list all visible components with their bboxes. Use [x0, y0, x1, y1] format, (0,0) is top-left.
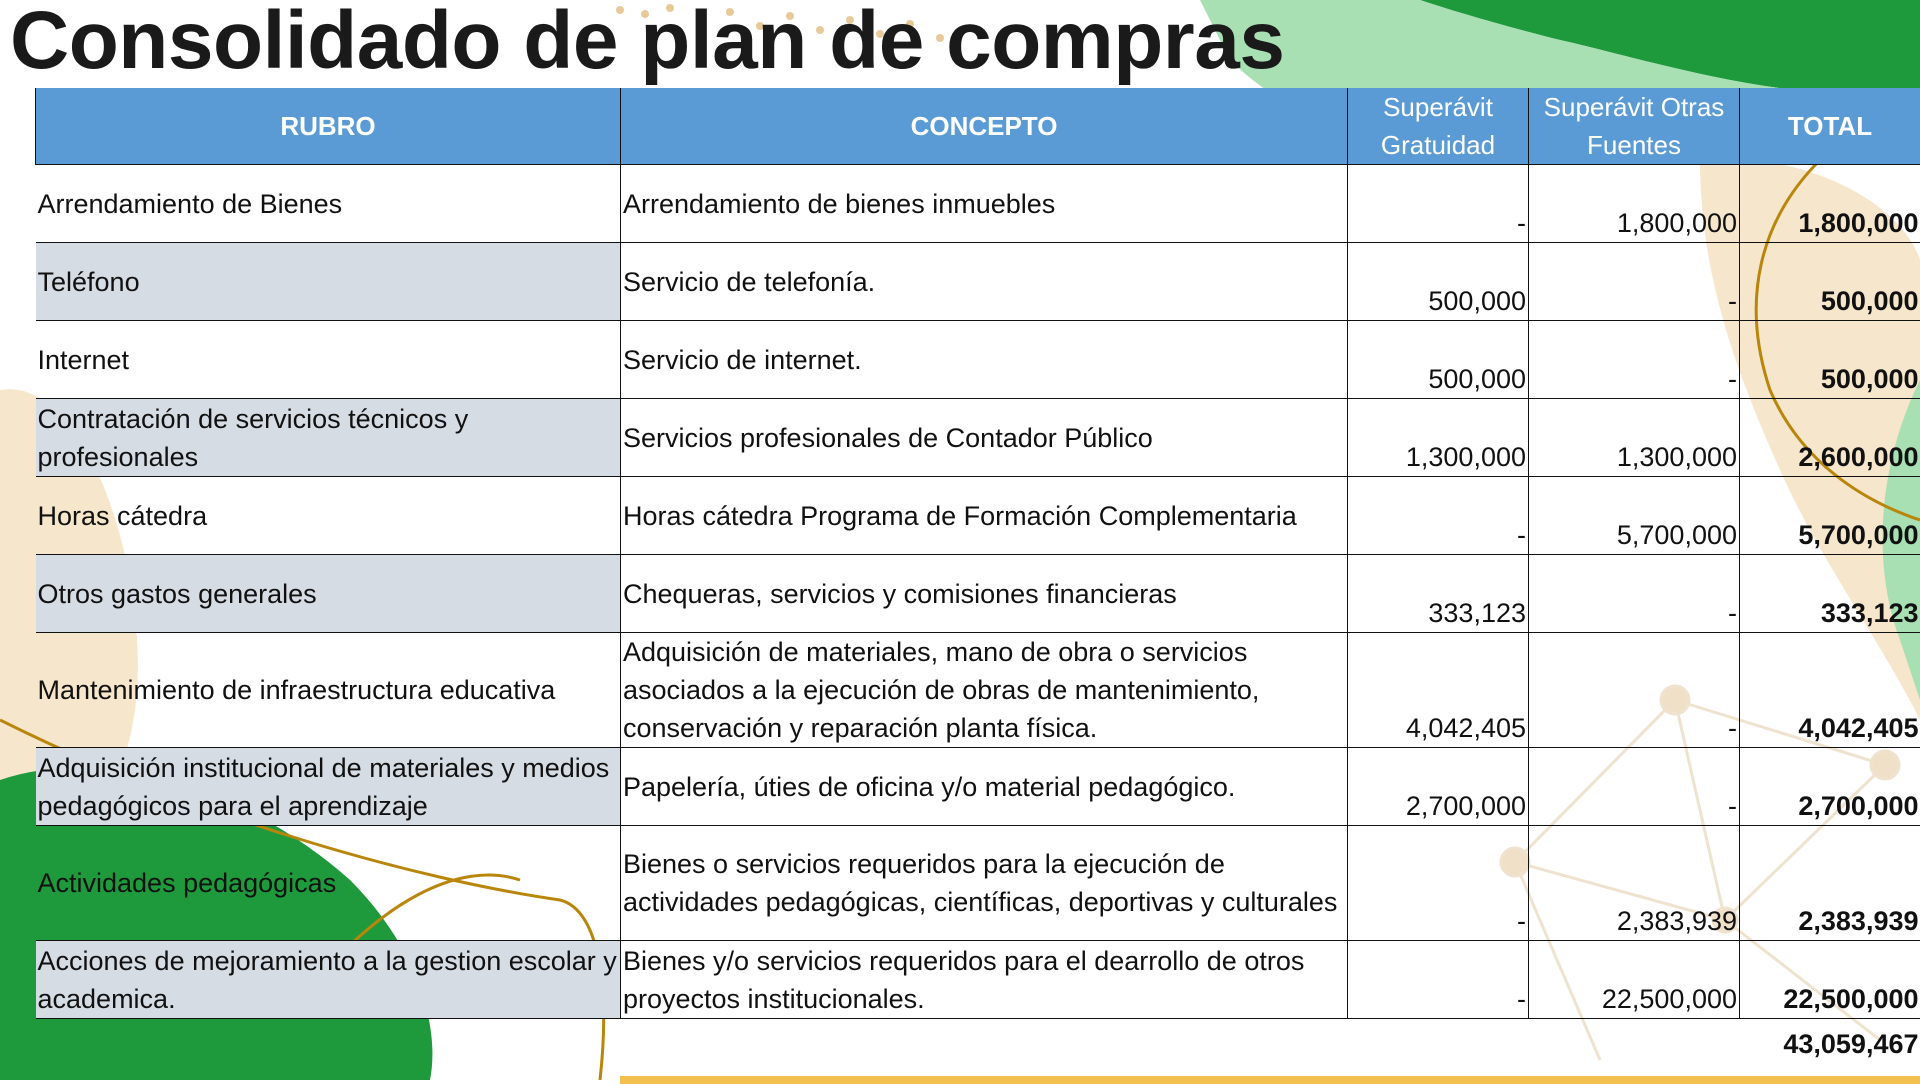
header-total: TOTAL: [1740, 88, 1920, 165]
table-row: [36, 321, 1920, 399]
gratuidad-cell: -: [1348, 826, 1529, 941]
concepto-cell: Servicio de internet.: [621, 321, 1348, 399]
total-cell: 333,123: [1740, 555, 1920, 633]
gratuidad-cell: 500,000: [1348, 243, 1529, 321]
header-superavit-otras-fuentes: Superávit Otras Fuentes: [1529, 88, 1740, 165]
concepto-cell: Servicio de telefonía.: [621, 243, 1348, 321]
table-row: [36, 477, 1920, 555]
concepto-cell: Chequeras, servicios y comisiones financieras: [621, 555, 1348, 633]
otras-fuentes-cell: 1,800,000: [1529, 165, 1740, 243]
total-cell: 500,000: [1740, 321, 1920, 399]
total-cell: 2,383,939: [1740, 826, 1920, 941]
gratuidad-cell: 1,300,000: [1348, 399, 1529, 477]
rubro-cell: Teléfono: [36, 243, 621, 321]
concepto-cell: Adquisición de materiales, mano de obra o servicios asociados a la ejecución de obras de mantenimiento, conservación y reparación planta física.: [621, 633, 1348, 748]
total-cell: 2,700,000: [1740, 748, 1920, 826]
rubro-cell: Otros gastos generales: [36, 555, 621, 633]
total-cell: 1,800,000: [1740, 165, 1920, 243]
table-row: [36, 633, 1920, 748]
table-row: [36, 826, 1920, 941]
total-cell: 4,042,405: [1740, 633, 1920, 748]
header-superavit-gratuidad: Superávit Gratuidad: [1348, 88, 1529, 165]
otras-fuentes-cell: 5,700,000: [1529, 477, 1740, 555]
gratuidad-cell: 500,000: [1348, 321, 1529, 399]
gratuidad-cell: -: [1348, 477, 1529, 555]
concepto-cell: Bienes y/o servicios requeridos para el dearrollo de otros proyectos institucionales.: [621, 941, 1348, 1019]
purchase-plan-table: [35, 88, 1920, 1069]
gratuidad-cell: 2,700,000: [1348, 748, 1529, 826]
rubro-cell: Adquisición institucional de materiales y medios pedagógicos para el aprendizaje: [36, 748, 621, 826]
grand-total-value: 43,059,467: [1740, 1019, 1920, 1070]
rubro-cell: Internet: [36, 321, 621, 399]
gratuidad-cell: -: [1348, 941, 1529, 1019]
otras-fuentes-cell: -: [1529, 555, 1740, 633]
concepto-cell: Horas cátedra Programa de Formación Complementaria: [621, 477, 1348, 555]
rubro-cell: Mantenimiento de infraestructura educativa: [36, 633, 621, 748]
page-title: Consolidado de plan de compras: [10, 0, 1284, 90]
table-row: [36, 399, 1920, 477]
total-cell: 500,000: [1740, 243, 1920, 321]
concepto-cell: Arrendamiento de bienes inmuebles: [621, 165, 1348, 243]
header-concepto: CONCEPTO: [621, 88, 1348, 165]
otras-fuentes-cell: -: [1529, 243, 1740, 321]
otras-fuentes-cell: 1,300,000: [1529, 399, 1740, 477]
rubro-cell: Horas cátedra: [36, 477, 621, 555]
table-row: [36, 243, 1920, 321]
gratuidad-cell: 4,042,405: [1348, 633, 1529, 748]
rubro-cell: Actividades pedagógicas: [36, 826, 621, 941]
total-cell: 22,500,000: [1740, 941, 1920, 1019]
gratuidad-cell: -: [1348, 165, 1529, 243]
grand-total-row: [36, 1019, 1920, 1070]
otras-fuentes-cell: -: [1529, 748, 1740, 826]
otras-fuentes-cell: 2,383,939: [1529, 826, 1740, 941]
table-header-row: [36, 88, 1920, 165]
otras-fuentes-cell: 22,500,000: [1529, 941, 1740, 1019]
total-cell: 5,700,000: [1740, 477, 1920, 555]
gratuidad-cell: 333,123: [1348, 555, 1529, 633]
rubro-cell: Arrendamiento de Bienes: [36, 165, 621, 243]
otras-fuentes-cell: -: [1529, 321, 1740, 399]
table-row: [36, 555, 1920, 633]
table-row: [36, 748, 1920, 826]
next-table-strip: [620, 1076, 1920, 1084]
rubro-cell: Contratación de servicios técnicos y profesionales: [36, 399, 621, 477]
concepto-cell: Bienes o servicios requeridos para la ejecución de actividades pedagógicas, científicas, deportivas y culturales: [621, 826, 1348, 941]
total-cell: 2,600,000: [1740, 399, 1920, 477]
table-row: [36, 165, 1920, 243]
otras-fuentes-cell: -: [1529, 633, 1740, 748]
rubro-cell: Acciones de mejoramiento a la gestion escolar y academica.: [36, 941, 621, 1019]
table-row: [36, 941, 1920, 1019]
concepto-cell: Servicios profesionales de Contador Público: [621, 399, 1348, 477]
concepto-cell: Papelería, úties de oficina y/o material pedagógico.: [621, 748, 1348, 826]
header-rubro: RUBRO: [36, 88, 621, 165]
